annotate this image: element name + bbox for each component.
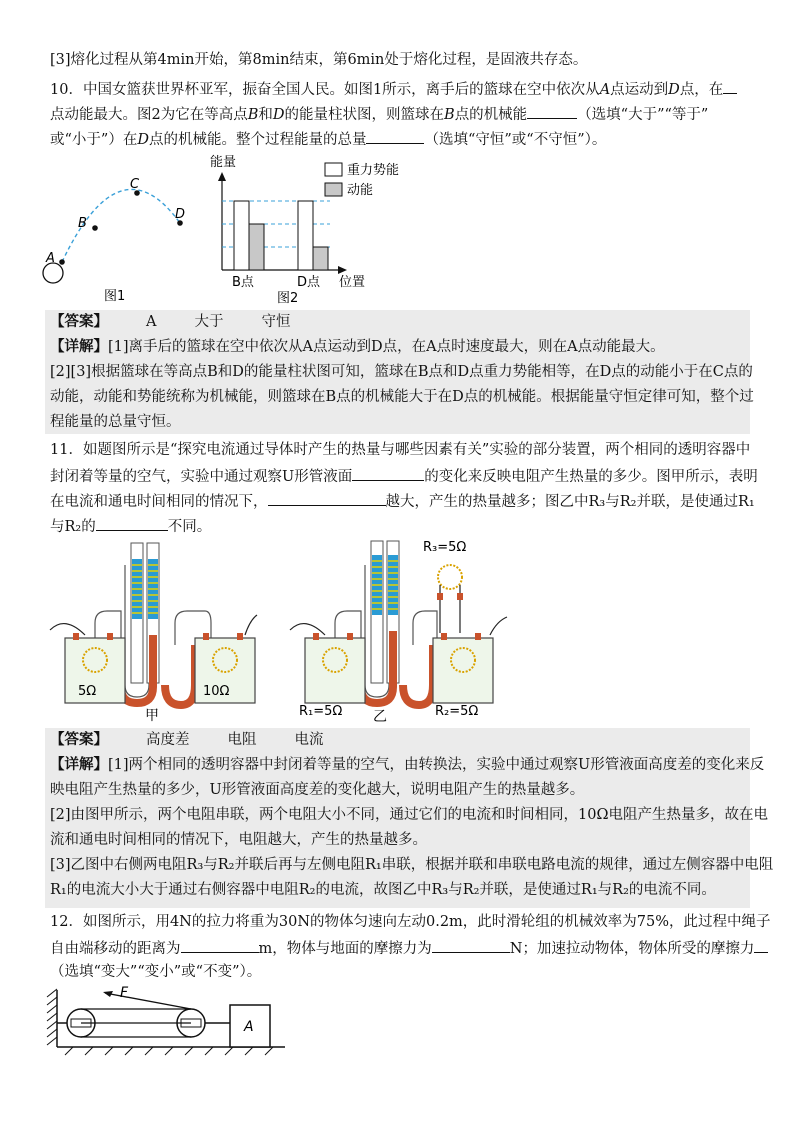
q11-answer-3: 电流	[294, 732, 324, 748]
q11-line-3: 在电流和通电时间相同的情况下， 越大，产生的热量越多；图乙中R₃与R₂并联，是使通过R₁	[50, 490, 755, 512]
q12-blank-1[interactable]	[181, 937, 259, 953]
y-axis-label: 能量	[210, 155, 237, 170]
legend-potential-label: 重力势能	[347, 163, 400, 178]
q11-answer-1: 高度差	[146, 732, 190, 748]
q11-blank-2[interactable]	[268, 490, 386, 506]
q10-blank-3[interactable]	[366, 128, 424, 144]
q11-detail-4: 流和通电时间相同的情况下，电阻越大，产生的热量越多。	[50, 832, 427, 848]
q12-line-2: 自由端移动的距离为 m，物体与地面的摩擦力为 N；加速拉动物体，物体所受的摩擦力	[50, 937, 768, 959]
basketball-icon	[43, 263, 63, 283]
jia-wire-left	[50, 624, 85, 635]
x-axis-label: 位置	[339, 275, 366, 290]
x-tick-b: B点	[232, 275, 254, 290]
force-arrow-icon	[103, 991, 113, 997]
q11-fig-jia	[45, 535, 260, 725]
q11-blank-3[interactable]	[96, 515, 168, 531]
q11-blank-1[interactable]	[352, 465, 424, 481]
yi-wire-left	[290, 624, 325, 635]
q10-answer-2: 大于	[194, 314, 224, 330]
q10-line-1: 10．中国女篮获世界杯亚军，振奋全国人民。如图1所示，离手后的篮球在空中依次从A点运动到D点，在	[50, 78, 737, 100]
q11-line-2: 封闭着等量的空气，实验中通过观察U形管液面 的变化来反映电阻产生热量的多少。图甲所示，表明	[50, 465, 758, 487]
jia-caption: 甲	[145, 708, 159, 724]
q10-line-2: 点动能最大。图2为它在等高点B和D的能量柱状图，则篮球在B点的机械能 （选填“大于”“等于”	[50, 103, 708, 125]
fig1-caption: 图1	[104, 289, 126, 304]
q11-line-4: 与R₂的 不同。	[50, 515, 211, 537]
q12-line-1: 12．如图所示，用4N的拉力将重为30N的物体匀速向左动0.2m，此时滑轮组的机械效率为75%，此过程中绳子	[50, 914, 771, 930]
x-tick-d: D点	[297, 275, 321, 290]
label-c: C	[130, 177, 140, 192]
q10-line-3: 或“小于”）在D点的机械能。整个过程能量的总量 （选填“守恒”或“不守恒”）。	[50, 128, 606, 150]
legend-kinetic-swatch	[325, 183, 342, 196]
block-a-label: A	[244, 1019, 254, 1035]
q10-detail-1: 【详解】[1]离手后的篮球在空中依次从A点运动到D点，在A点时速度最大，则在A点动能最大。	[50, 338, 665, 355]
label-d: D	[175, 207, 186, 222]
jia-wire-right	[245, 615, 257, 635]
legend-kinetic-label: 动能	[347, 183, 374, 198]
q11-answer-line: 【答案】 高度差 电阻 电流	[50, 731, 324, 748]
y-axis-arrow	[218, 172, 226, 181]
previous-answer-line: [3]熔化过程从第4min开始，第8min结束，第6min处于熔化过程，是固液共存态。	[50, 52, 588, 68]
legend-potential-swatch	[325, 163, 342, 176]
q10-detail-2: [2][3]根据篮球在等高点B和D的能量柱状图可知，篮球在B点和D点重力势能相等，在D点的动能小于在C点的	[50, 364, 753, 380]
q10-detail-3: 动能，动能和势能统称为机械能，则篮球在B点的机械能大于在D点的机械能。根据能量守恒定律可知，整个过	[50, 389, 754, 405]
q10-answer-1: A	[146, 314, 157, 330]
q11-detail-2: 映电阻产生热量的多少，U形管液面高度差的变化越大，说明电阻产生的热量越多。	[50, 782, 585, 798]
q10-fig2-energy-chart	[205, 150, 425, 310]
q11-detail-3: [2]由图甲所示，两个电阻串联，两个电阻大小不同，通过它们的电流和时间相同，10Ω电阻产生热量多，故在电	[50, 807, 769, 823]
q11-detail-6: R₁的电流大小大于通过右侧容器中电阻R₂的电流，故图乙中R₃与R₂并联，是使通过R₁与R₂的电流不同。	[50, 882, 716, 898]
q11-line-1: 11．如题图所示是“探究电流通过导体时产生的热量与哪些因素有关”实验的部分装置，两个相同的透明容器中	[50, 442, 751, 458]
q12-blank-2[interactable]	[432, 937, 510, 953]
yi-r3-label: R₃=5Ω	[423, 540, 467, 555]
point-b-dot	[92, 225, 98, 231]
q11-detail-1: 【详解】[1]两个相同的透明容器中封闭着等量的空气，由转换法，实验中通过观察U形管液面高度差的变化来反	[50, 756, 765, 773]
q10-fig1-trajectory	[40, 170, 210, 310]
force-label: F	[120, 985, 129, 1001]
yi-liquid-right	[403, 645, 433, 705]
q10-detail-4: 程能量的总量守恒。	[50, 414, 181, 430]
point-a-dot	[59, 259, 65, 265]
jia-liquid-right	[165, 645, 195, 705]
q10-blank-1[interactable]	[723, 78, 737, 94]
yi-resistor-r3	[438, 565, 462, 589]
jia-r-right: 10Ω	[203, 684, 230, 699]
yi-r1-label: R₁=5Ω	[299, 704, 343, 719]
rope-free-end	[105, 993, 191, 1009]
q10-blank-2[interactable]	[527, 103, 577, 119]
yi-r2-label: R₂=5Ω	[435, 704, 479, 719]
bar-b-potential	[234, 201, 249, 270]
bar-d-kinetic	[313, 247, 328, 270]
bar-b-kinetic	[249, 224, 264, 270]
bar-d-potential	[298, 201, 313, 270]
jia-r-left: 5Ω	[78, 684, 97, 699]
label-b: B	[78, 216, 87, 231]
q11-detail-5: [3]乙图中右侧两电阻R₃与R₂并联后再与左侧电阻R₁串联，根据并联和串联电路电流的规律，通过左侧容器中电阻	[50, 857, 774, 873]
label-a: A	[46, 251, 55, 266]
yi-caption: 乙	[373, 709, 387, 725]
x-axis-arrow	[338, 266, 347, 274]
fig2-caption: 图2	[277, 291, 299, 306]
bars-group	[222, 201, 330, 270]
q11-fig-yi	[285, 535, 515, 725]
q12-fig-pulley	[45, 985, 305, 1065]
yi-wire-right	[490, 617, 507, 635]
q10-answer-3: 守恒	[261, 314, 291, 330]
q10-answer-line: 【答案】 A 大于 守恒	[50, 313, 291, 330]
q12-line-3: （选填“变大”“变小”或“不变”）。	[50, 964, 262, 980]
q11-answer-2: 电阻	[227, 732, 257, 748]
q12-blank-3[interactable]	[754, 937, 768, 953]
